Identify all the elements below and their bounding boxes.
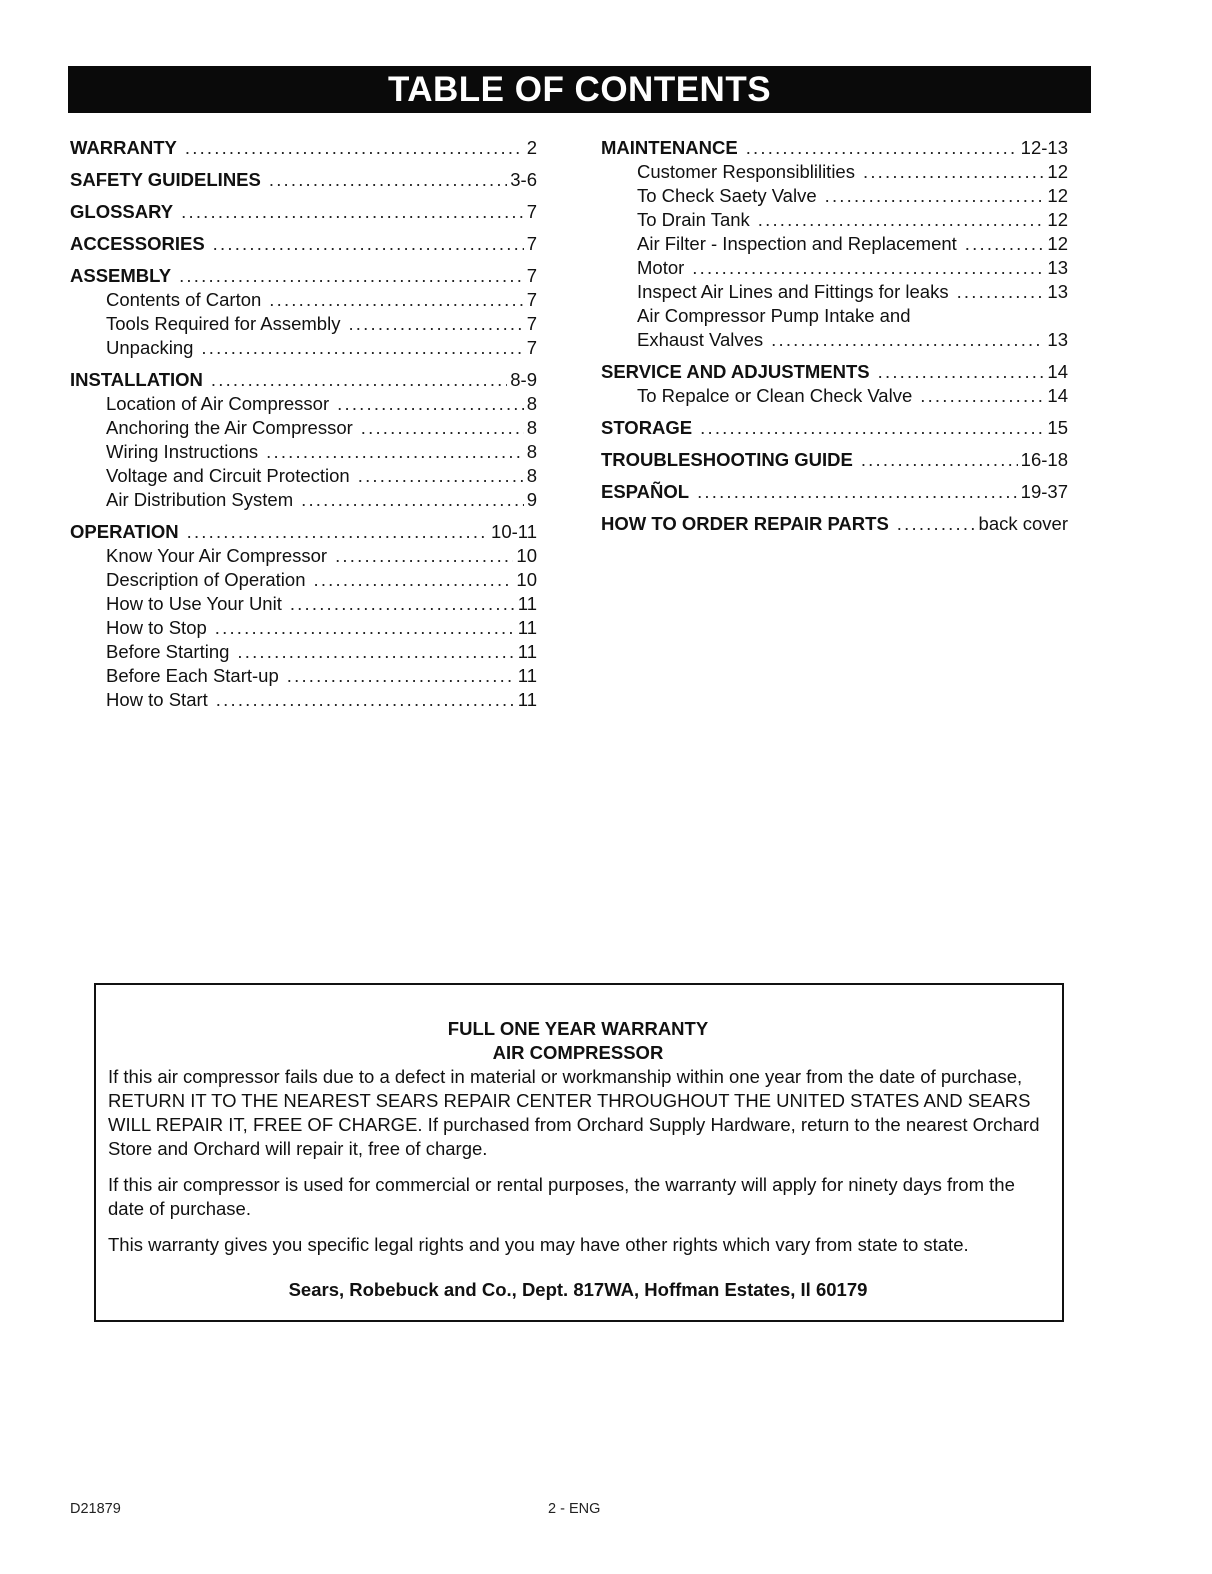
dot-leader — [746, 136, 1018, 160]
dot-leader — [863, 160, 1044, 184]
toc-entry-page: 12 — [1047, 161, 1068, 182]
toc-entry — [70, 688, 537, 712]
dot-leader — [179, 264, 524, 288]
dot-leader — [897, 512, 976, 536]
toc-entry-page: 7 — [526, 337, 537, 358]
dot-leader — [269, 168, 507, 192]
toc-entry — [70, 200, 537, 224]
warranty-paragraph: If this air compressor is used for commercial or rental purposes, the warranty will apply for ninety days from the date of purchase. — [108, 1174, 1015, 1219]
toc-entry — [70, 232, 537, 256]
toc-entry — [601, 160, 1068, 184]
toc-entry-page: 10-11 — [491, 521, 537, 542]
dot-leader — [266, 440, 524, 464]
toc-entry — [601, 136, 1068, 160]
toc-entry-page: 12 — [1047, 233, 1068, 254]
toc-entry-page: 13 — [1047, 257, 1068, 278]
toc-entry-page: 7 — [526, 265, 537, 286]
toc-entry-label: Air Compressor Pump Intake and — [637, 305, 911, 326]
toc-entry-page: 10 — [516, 545, 537, 566]
toc-entry-label: To Drain Tank — [637, 209, 750, 230]
dot-leader — [825, 184, 1045, 208]
toc-entry-page: 14 — [1047, 385, 1068, 406]
toc-entry-label: Customer Responsiblilities — [637, 161, 855, 182]
toc-entry — [601, 512, 1068, 536]
toc-entry-page: 8 — [526, 417, 537, 438]
toc-entry — [70, 640, 537, 664]
toc-entry-label: Voltage and Circuit Protection — [106, 465, 350, 486]
toc-entry — [70, 520, 537, 544]
dot-leader — [201, 336, 523, 360]
toc-entry-label: Before Each Start-up — [106, 665, 279, 686]
toc-entry-page: 16-18 — [1020, 449, 1068, 470]
dot-leader — [771, 328, 1044, 352]
dot-leader — [700, 416, 1044, 440]
toc-entry-label: Know Your Air Compressor — [106, 545, 328, 566]
dot-leader — [348, 312, 523, 336]
dot-leader — [314, 568, 514, 592]
dot-leader — [185, 136, 524, 160]
toc-entry — [601, 256, 1068, 280]
toc-entry-page: 19-37 — [1020, 481, 1068, 502]
dot-leader — [187, 520, 488, 544]
toc-entry-page: 8 — [526, 441, 537, 462]
warranty-paragraph: This warranty gives you specific legal rights and you may have other rights which vary from state to state. — [108, 1234, 969, 1255]
warranty-address: Sears, Robebuck and Co., Dept. 817WA, Hoffman Estates, Il 60179 — [288, 1279, 868, 1300]
toc-entry-page: 7 — [526, 289, 537, 310]
toc-entry-page: 15 — [1047, 417, 1068, 438]
toc-entry-label: SAFETY GUIDELINES — [70, 169, 261, 190]
toc-entry-label: SERVICE AND ADJUSTMENTS — [601, 361, 870, 382]
toc-entry-label: Contents of Carton — [106, 289, 262, 310]
dot-leader — [269, 288, 523, 312]
toc-entry-page: 11 — [517, 665, 537, 686]
toc-entry-page: 2 — [526, 137, 537, 158]
document-code: D21879 — [70, 1501, 121, 1517]
toc-entry-page: 12-13 — [1020, 137, 1068, 158]
toc-entry — [70, 264, 537, 288]
toc-entry-page: 8 — [526, 465, 537, 486]
dot-leader — [337, 392, 524, 416]
toc-entry-page: 12 — [1047, 209, 1068, 230]
dot-leader — [965, 232, 1045, 256]
toc-entry-page: 7 — [526, 233, 537, 254]
toc-entry-label: TROUBLESHOOTING GUIDE — [601, 449, 853, 470]
toc-entry — [70, 488, 537, 512]
toc-entry — [601, 232, 1068, 256]
toc-entry-label: ESPAÑOL — [601, 481, 690, 502]
toc-entry-label: Inspect Air Lines and Fittings for leaks — [637, 281, 949, 302]
toc-entry — [601, 328, 1068, 352]
toc-entry — [601, 304, 1068, 328]
toc-entry-label: Exhaust Valves — [637, 329, 764, 350]
toc-entry-page: 8 — [526, 393, 537, 414]
dot-leader — [211, 368, 507, 392]
toc-entry — [70, 544, 537, 568]
toc-entry — [601, 184, 1068, 208]
toc-entry-label: ASSEMBLY — [70, 265, 172, 286]
toc-entry-page: 10 — [516, 569, 537, 590]
toc-entry-page: 11 — [517, 617, 537, 638]
warranty-box — [94, 983, 1064, 1322]
toc-entry-label: How to Use Your Unit — [106, 593, 282, 614]
toc-entry-label: Before Starting — [106, 641, 230, 662]
dot-leader — [237, 640, 514, 664]
toc-entry-label: MAINTENANCE — [601, 137, 738, 158]
toc-entry — [70, 288, 537, 312]
toc-entry-page: back cover — [978, 513, 1068, 534]
toc-entry — [601, 448, 1068, 472]
toc-entry — [70, 616, 537, 640]
page-number: 2 - ENG — [548, 1501, 601, 1517]
toc-entry-page: 14 — [1047, 361, 1068, 382]
toc-entry — [70, 392, 537, 416]
warranty-title: FULL ONE YEAR WARRANTY — [447, 1018, 709, 1039]
warranty-subtitle: AIR COMPRESSOR — [492, 1042, 664, 1063]
dot-leader — [878, 360, 1045, 384]
dot-leader — [358, 464, 524, 488]
dot-leader — [335, 544, 513, 568]
toc-entry-page: 12 — [1047, 185, 1068, 206]
toc-entry-label: Location of Air Compressor — [106, 393, 330, 414]
toc-entry-page: 11 — [517, 641, 537, 662]
dot-leader — [920, 384, 1044, 408]
toc-entry — [70, 592, 537, 616]
toc-entry-page: 11 — [517, 689, 537, 710]
toc-entry — [601, 208, 1068, 232]
toc-entry-label: Motor — [637, 257, 685, 278]
dot-leader — [957, 280, 1045, 304]
dot-leader — [697, 480, 1018, 504]
toc-entry-label: Air Distribution System — [106, 489, 294, 510]
dot-leader — [861, 448, 1018, 472]
toc-entry — [70, 336, 537, 360]
dot-leader — [692, 256, 1044, 280]
dot-leader — [361, 416, 524, 440]
toc-entry-page: 7 — [526, 201, 537, 222]
toc-entry — [70, 416, 537, 440]
toc-entry-label: Tools Required for Assembly — [106, 313, 341, 334]
dot-leader — [301, 488, 524, 512]
toc-right-column — [601, 136, 1068, 536]
toc-entry-label: Air Filter - Inspection and Replacement — [637, 233, 957, 254]
toc-entry-label: GLOSSARY — [70, 201, 174, 222]
toc-entry-label: To Check Saety Valve — [637, 185, 817, 206]
toc-entry — [601, 480, 1068, 504]
toc-entry — [601, 360, 1068, 384]
toc-entry — [70, 664, 537, 688]
toc-entry — [70, 168, 537, 192]
toc-entry — [70, 368, 537, 392]
toc-entry-label: WARRANTY — [70, 137, 177, 158]
toc-entry-label: Wiring Instructions — [106, 441, 259, 462]
dot-leader — [290, 592, 515, 616]
toc-entry — [601, 280, 1068, 304]
toc-entry-label: ACCESSORIES — [70, 233, 205, 254]
toc-entry-page: 3-6 — [510, 169, 537, 190]
toc-entry-page: 13 — [1047, 281, 1068, 302]
dot-leader — [758, 208, 1045, 232]
toc-entry — [70, 312, 537, 336]
toc-entry — [70, 568, 537, 592]
toc-entry-page: 7 — [526, 313, 537, 334]
toc-entry — [70, 440, 537, 464]
dot-leader — [215, 616, 515, 640]
toc-entry-page: 9 — [526, 489, 537, 510]
toc-entry-label: HOW TO ORDER REPAIR PARTS — [601, 513, 889, 534]
dot-leader — [216, 688, 515, 712]
toc-entry-label: To Repalce or Clean Check Valve — [637, 385, 913, 406]
page-title: TABLE OF CONTENTS — [68, 66, 1091, 113]
warranty-paragraph: If this air compressor fails due to a defect in material or workmanship within one year from the date of purchase, RETURN IT TO THE NEAREST SEARS REPAIR CENTER THROUGHOUT THE UNITED STATES AND SEARS WILL REPAIR IT, FREE OF CHARGE. If purchased from Orchard Supply Hardware, return to the nearest Orchard Store and Orchard will repair it, free of charge. — [108, 1066, 1040, 1159]
dot-leader — [213, 232, 524, 256]
toc-entry — [70, 464, 537, 488]
toc-entry-label: OPERATION — [70, 521, 179, 542]
toc-entry-page: 11 — [517, 593, 537, 614]
toc-entry-label: How to Start — [106, 689, 208, 710]
toc-entry-label: STORAGE — [601, 417, 693, 438]
toc-entry-label: INSTALLATION — [70, 369, 203, 390]
toc-entry-page: 8-9 — [510, 369, 537, 390]
toc-entry — [601, 384, 1068, 408]
toc-entry-page: 13 — [1047, 329, 1068, 350]
dot-leader — [287, 664, 515, 688]
toc-entry-label: How to Stop — [106, 617, 207, 638]
toc-entry-label: Unpacking — [106, 337, 194, 358]
toc-entry — [601, 416, 1068, 440]
toc-left-column — [70, 136, 537, 712]
dot-leader — [181, 200, 524, 224]
toc-entry-label: Anchoring the Air Compressor — [106, 417, 353, 438]
toc-entry — [70, 136, 537, 160]
toc-entry-label: Description of Operation — [106, 569, 306, 590]
